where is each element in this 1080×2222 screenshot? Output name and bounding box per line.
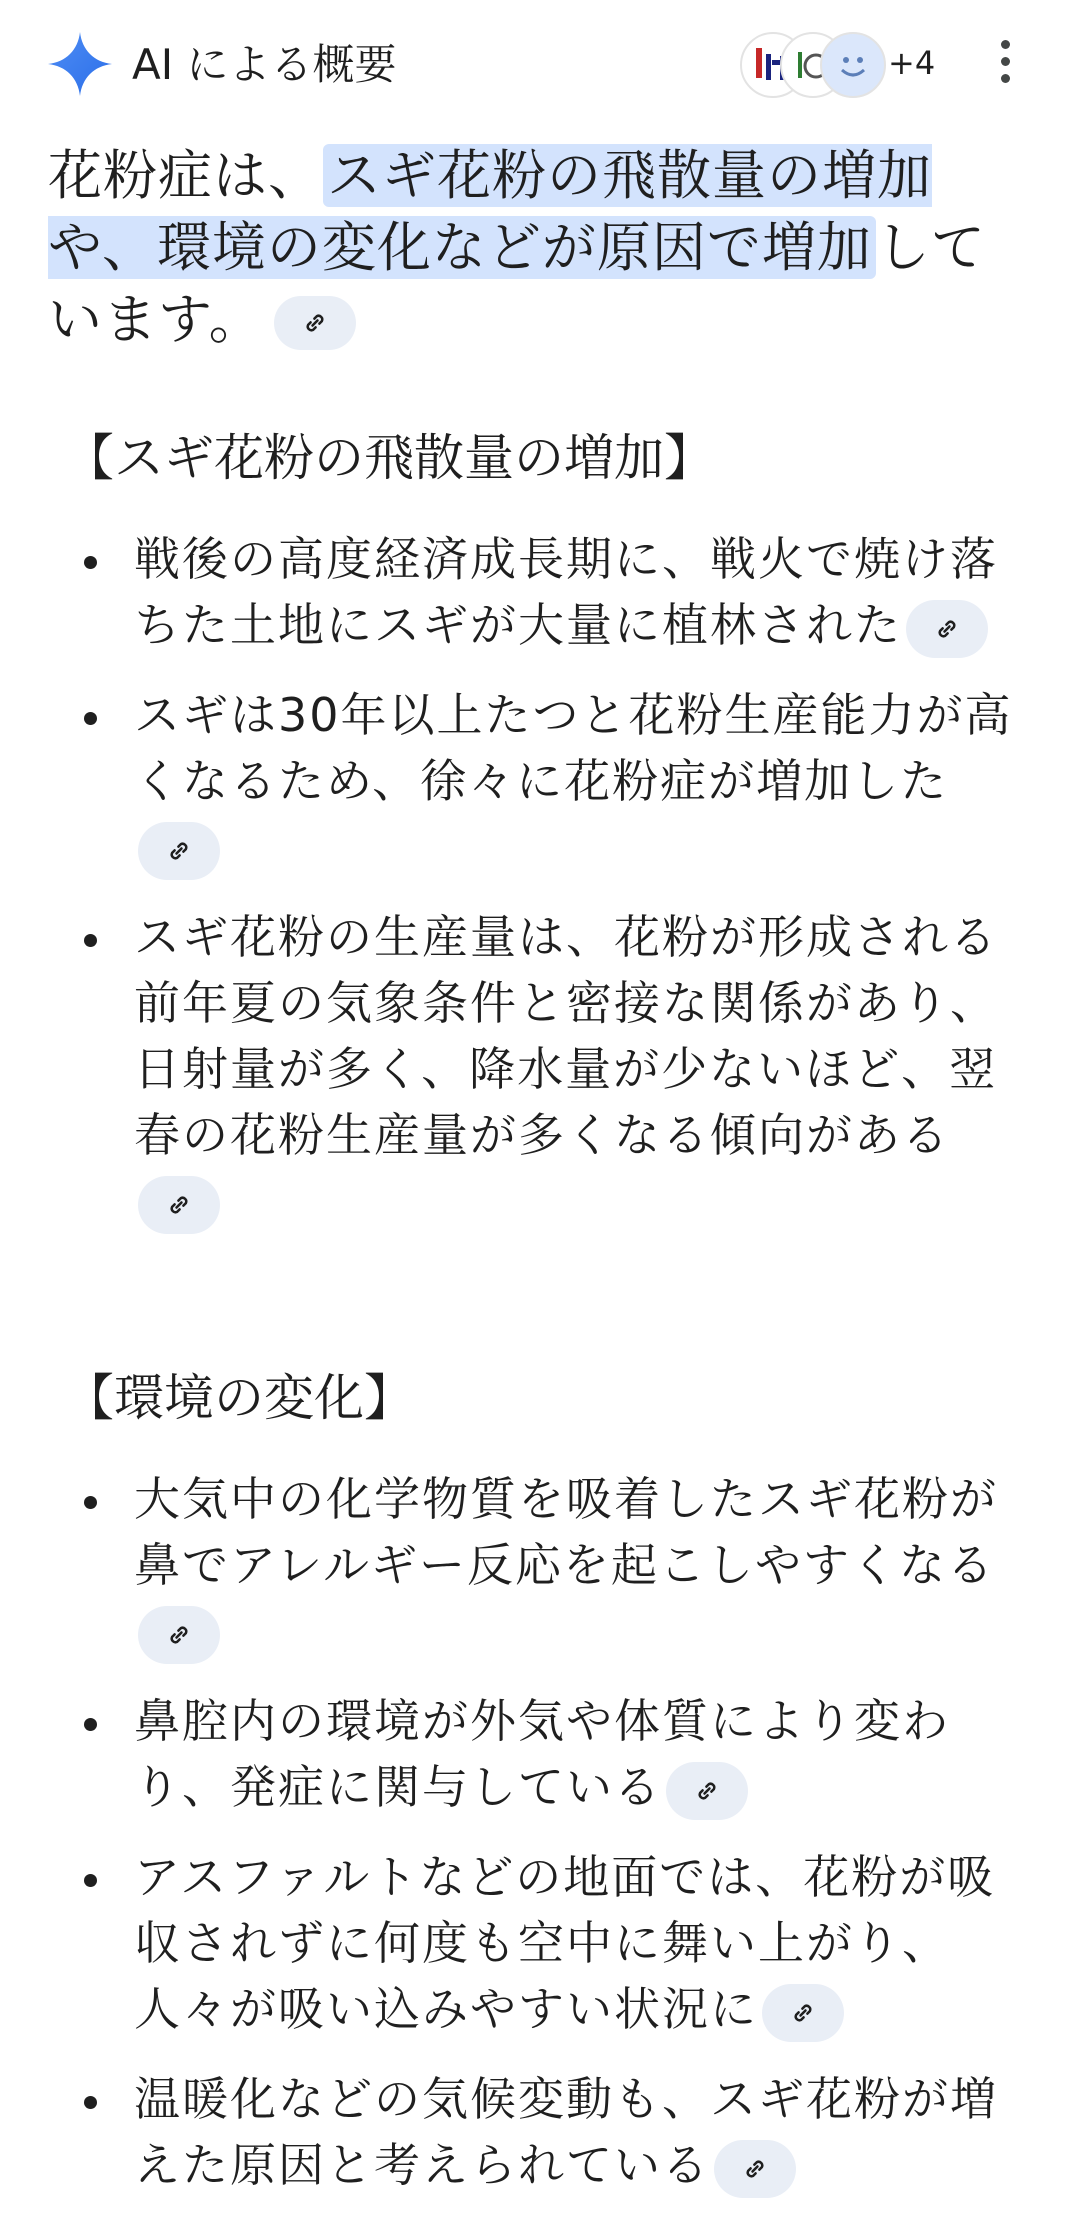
bullet-list (64, 526, 1014, 1258)
more-vert-icon[interactable] (990, 40, 1020, 90)
source-avatars[interactable] (740, 32, 890, 98)
more-sources-count[interactable]: +4 (888, 44, 936, 82)
summary-text-end: しています。 (48, 216, 986, 351)
citation-link-button[interactable] (274, 296, 356, 350)
citation-link-button[interactable] (906, 600, 988, 658)
summary-text: 花粉症は、 (48, 144, 323, 207)
list-item: スギ花粉の生産量は、花粉が形成される前年夏の気象条件と密接な関係があり、日射量が多く、降水量が少ないほど、翌春の花粉生産量が多くなる傾向がある (64, 904, 1014, 1234)
link-icon (788, 1998, 818, 2028)
link-icon (932, 614, 962, 644)
list-item: アスファルトなどの地面では、花粉が吸収されずに何度も空中に舞い上がり、人々が吸い込みやすい状況に (64, 1844, 1014, 2042)
citation-link-button[interactable] (138, 822, 220, 880)
bullet-list (64, 1466, 1014, 2222)
link-icon (164, 836, 194, 866)
ai-sparkle-icon (48, 32, 112, 96)
list-item: 温暖化などの気候変動も、スギ花粉が増えた原因と考えられている (64, 2066, 1014, 2198)
list-item: 戦後の高度経済成長期に、戦火で焼け落ちた土地にスギが大量に植林された (64, 526, 1014, 658)
summary-paragraph (48, 140, 1038, 356)
section-title: 【環境の変化】 (64, 1369, 414, 1427)
link-icon (740, 2154, 770, 2184)
source-avatar[interactable] (820, 32, 886, 98)
section-title: 【スギ花粉の飛散量の増加】 (64, 429, 714, 487)
link-icon (164, 1190, 194, 1220)
list-item: スギは30年以上たつと花粉生産能力が高くなるため、徐々に花粉症が増加した (64, 682, 1014, 880)
citation-link-button[interactable] (138, 1176, 220, 1234)
ai-overview-header (0, 0, 1080, 130)
link-icon (692, 1776, 722, 1806)
citation-link-button[interactable] (138, 1606, 220, 1664)
list-item: 大気中の化学物質を吸着したスギ花粉が鼻でアレルギー反応を起こしやすくなる (64, 1466, 1014, 1664)
link-icon (164, 1620, 194, 1650)
summary-highlight: スギ花粉の飛散量の増加や、環境の変化などが原因で増加 (48, 144, 932, 279)
list-item: 鼻腔内の環境が外気や体質により変わり、発症に関与している (64, 1688, 1014, 1820)
citation-link-button[interactable] (714, 2140, 796, 2198)
citation-link-button[interactable] (666, 1762, 748, 1820)
link-icon (300, 308, 330, 338)
citation-link-button[interactable] (762, 1984, 844, 2042)
header-title: AI による概要 (132, 40, 397, 89)
